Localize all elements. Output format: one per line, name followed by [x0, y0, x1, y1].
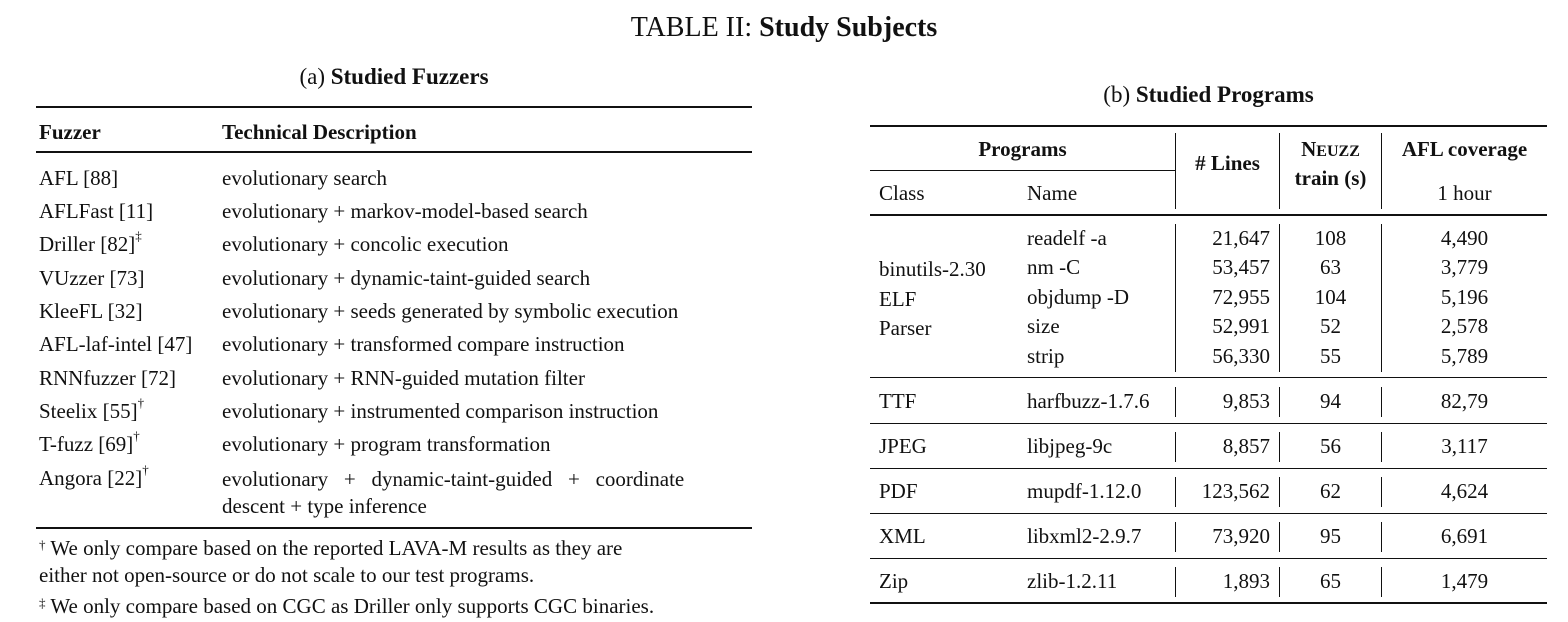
- program-row-vrule-2: [1279, 522, 1280, 552]
- program-name: mupdf-1.12.0: [1027, 479, 1142, 503]
- footnote-dagger-line1: We only compare based on the reported LAVA-M results as they are: [50, 536, 623, 560]
- program-afl-coverage: 6,691: [1440, 524, 1489, 548]
- program-train-time: 56: [1320, 434, 1341, 458]
- footnote-dagger-line2: either not open-source or do not scale to our test programs.: [39, 563, 535, 587]
- program-lines: 73,920: [1212, 524, 1270, 548]
- fuzzer-name-text: VUzzer [73]: [39, 266, 145, 290]
- program-afl-coverage: 5,789: [1440, 344, 1489, 368]
- program-lines: 1,893: [1222, 569, 1270, 593]
- program-afl-coverage: 1,479: [1440, 569, 1489, 593]
- fuzzer-name: [39, 332, 192, 357]
- fuzzer-name: [39, 299, 143, 324]
- fuzzers-header-description: Technical Description: [222, 120, 417, 144]
- fuzzer-name: [39, 428, 140, 457]
- program-row-vrule-3: [1381, 477, 1382, 507]
- program-name: nm -C: [1027, 255, 1081, 279]
- program-row-vrule-2: [1279, 567, 1280, 597]
- programs-header-lines: # Lines: [1195, 151, 1260, 175]
- fuzzer-name: [39, 199, 153, 224]
- fuzzers-top-rule: [36, 106, 752, 108]
- fuzzer-description: evolutionary search: [222, 166, 388, 190]
- fuzzer-description: evolutionary + seeds generated by symbolic execution: [222, 299, 679, 323]
- program-row-vrule-1: [1175, 387, 1176, 417]
- program-name: libxml2-2.9.7: [1027, 524, 1142, 548]
- program-name: size: [1027, 314, 1060, 338]
- binutils-vrule-1: [1175, 224, 1176, 372]
- fuzzer-name: [39, 395, 145, 424]
- program-name: harfbuzz-1.7.6: [1027, 389, 1150, 413]
- program-train-time: 65: [1320, 569, 1341, 593]
- fuzzer-description: [222, 466, 684, 520]
- program-row-vrule-3: [1381, 432, 1382, 462]
- fuzzer-description: evolutionary + instrumented comparison instruction: [222, 399, 659, 423]
- fuzzer-description-line2: descent + type inference: [222, 494, 427, 518]
- fuzzers-header-fuzzer: Fuzzer: [39, 120, 101, 144]
- program-train-time: 63: [1320, 255, 1341, 279]
- fuzzer-description: evolutionary + RNN-guided mutation filter: [222, 366, 585, 390]
- footnote-ddagger-mark: ‡: [39, 595, 46, 610]
- program-lines: 56,330: [1212, 344, 1270, 368]
- fuzzer-footnote-mark: †: [137, 395, 145, 410]
- fuzzer-name-text: Angora [22]: [39, 466, 143, 490]
- fuzzer-description: evolutionary + transformed compare instruction: [222, 332, 625, 356]
- programs-caption-bold: Studied Programs: [1135, 82, 1314, 107]
- fuzzer-name: [39, 166, 118, 191]
- program-afl-coverage: 3,117: [1441, 434, 1488, 458]
- program-lines: 123,562: [1201, 479, 1270, 503]
- fuzzer-name: [39, 366, 176, 391]
- binutils-class-line1: binutils-2.30: [879, 257, 986, 281]
- fuzzer-description: evolutionary + concolic execution: [222, 232, 509, 256]
- program-lines: 52,991: [1212, 314, 1270, 338]
- program-class: PDF: [879, 479, 918, 503]
- program-train-time: 62: [1320, 479, 1341, 503]
- program-lines: 72,955: [1212, 285, 1270, 309]
- binutils-bottom-rule: [870, 377, 1547, 378]
- program-name: libjpeg-9c: [1027, 434, 1113, 458]
- fuzzer-name-text: KleeFL [32]: [39, 299, 143, 323]
- fuzzer-name: [39, 462, 149, 491]
- fuzzer-footnote-mark: †: [142, 462, 149, 477]
- fuzzers-caption-prefix: (a): [299, 64, 325, 89]
- programs-bottom-rule: [870, 602, 1547, 604]
- fuzzer-name-text: Steelix [55]: [39, 399, 138, 423]
- footnote-ddagger-line1: We only compare based on CGC as Driller only supports CGC binaries.: [50, 594, 655, 618]
- programs-header-name: Name: [1027, 181, 1078, 205]
- binutils-class-cell: [879, 255, 986, 344]
- footnote-dagger: [39, 535, 755, 589]
- programs-header-vrule-3: [1381, 133, 1382, 209]
- program-train-time: 52: [1320, 314, 1341, 338]
- program-train-time: 94: [1320, 389, 1341, 413]
- table-title: [0, 12, 1568, 44]
- programs-header-neuzz-rest: EUZZ: [1316, 143, 1360, 160]
- fuzzer-name-text: AFL-laf-intel [47]: [39, 332, 193, 356]
- programs-header-vrule-2: [1279, 133, 1280, 209]
- programs-header-afl-coverage: AFL coverage: [1401, 137, 1528, 161]
- fuzzer-footnote-mark: ‡: [135, 228, 142, 243]
- fuzzer-name-text: AFLFast [11]: [39, 199, 154, 223]
- program-row-vrule-3: [1381, 567, 1382, 597]
- fuzzer-footnote-mark: †: [133, 428, 140, 443]
- programs-header-hour: 1 hour: [1437, 181, 1492, 205]
- program-class: TTF: [879, 389, 917, 413]
- program-afl-coverage: 82,79: [1440, 389, 1489, 413]
- programs-header-subrule: [870, 170, 1175, 171]
- table-title-prefix: TABLE II:: [630, 12, 753, 43]
- program-class: XML: [879, 524, 926, 548]
- program-lines: 53,457: [1212, 255, 1270, 279]
- program-row-rule: [870, 513, 1547, 514]
- programs-header-vrule-1: [1175, 133, 1176, 209]
- binutils-class-line3: Parser: [879, 316, 932, 340]
- program-lines: 8,857: [1222, 434, 1270, 458]
- programs-header-neuzz: [1280, 137, 1381, 162]
- fuzzer-name-text: Driller [82]: [39, 232, 136, 256]
- binutils-vrule-3: [1381, 224, 1382, 372]
- program-train-time: 104: [1314, 285, 1347, 309]
- binutils-vrule-2: [1279, 224, 1280, 372]
- program-class: Zip: [879, 569, 909, 593]
- program-afl-coverage: 3,779: [1440, 255, 1489, 279]
- program-afl-coverage: 5,196: [1440, 285, 1489, 309]
- fuzzers-header-rule: [36, 151, 752, 153]
- fuzzer-name: [39, 266, 145, 291]
- program-row-vrule-2: [1279, 477, 1280, 507]
- programs-header-train: train (s): [1294, 166, 1367, 190]
- table-title-bold: Study Subjects: [759, 12, 938, 43]
- program-train-time: 95: [1320, 524, 1341, 548]
- footnote-ddagger: [39, 593, 755, 620]
- binutils-class-line2: ELF: [879, 286, 917, 311]
- program-name: objdump -D: [1027, 285, 1130, 309]
- program-row-vrule-1: [1175, 432, 1176, 462]
- program-row-vrule-2: [1279, 387, 1280, 417]
- program-row-vrule-1: [1175, 567, 1176, 597]
- program-afl-coverage: 4,624: [1440, 479, 1489, 503]
- program-row-rule: [870, 468, 1547, 469]
- program-row-rule: [870, 423, 1547, 424]
- programs-header-neuzz-initial: N: [1301, 137, 1317, 161]
- programs-header-class: Class: [879, 181, 925, 205]
- programs-caption: [870, 82, 1547, 108]
- program-afl-coverage: 2,578: [1440, 314, 1489, 338]
- program-lines: 9,853: [1222, 389, 1270, 413]
- programs-header-rule: [870, 214, 1547, 216]
- program-name: zlib-1.2.11: [1027, 569, 1118, 593]
- fuzzers-caption: [36, 64, 752, 90]
- program-row-rule: [870, 558, 1547, 559]
- fuzzer-description: evolutionary + markov-model-based search: [222, 199, 588, 223]
- programs-caption-prefix: (b): [1103, 82, 1131, 107]
- program-row-vrule-1: [1175, 477, 1176, 507]
- fuzzers-caption-bold: Studied Fuzzers: [330, 64, 489, 89]
- programs-header-programs: Programs: [978, 137, 1067, 161]
- program-name: readelf -a: [1027, 226, 1107, 250]
- fuzzer-name: [39, 228, 142, 257]
- fuzzer-description-line1: evolutionary + dynamic-taint-guided + coordinate: [222, 467, 685, 491]
- fuzzer-name-text: T-fuzz [69]: [39, 432, 134, 456]
- fuzzer-description: evolutionary + program transformation: [222, 432, 551, 456]
- program-row-vrule-1: [1175, 522, 1176, 552]
- footnote-dagger-mark: †: [39, 537, 46, 552]
- program-train-time: 55: [1320, 344, 1341, 368]
- fuzzer-name-text: AFL [88]: [39, 166, 119, 190]
- programs-top-rule: [870, 125, 1547, 127]
- program-row-vrule-2: [1279, 432, 1280, 462]
- fuzzers-bottom-rule: [36, 527, 752, 529]
- program-row-vrule-3: [1381, 387, 1382, 417]
- fuzzer-name-text: RNNfuzzer [72]: [39, 366, 177, 390]
- fuzzer-description: evolutionary + dynamic-taint-guided search: [222, 266, 591, 290]
- program-name: strip: [1027, 344, 1065, 368]
- program-class: JPEG: [879, 434, 927, 458]
- program-afl-coverage: 4,490: [1440, 226, 1489, 250]
- program-lines: 21,647: [1212, 226, 1270, 250]
- program-row-vrule-3: [1381, 522, 1382, 552]
- program-train-time: 108: [1314, 226, 1347, 250]
